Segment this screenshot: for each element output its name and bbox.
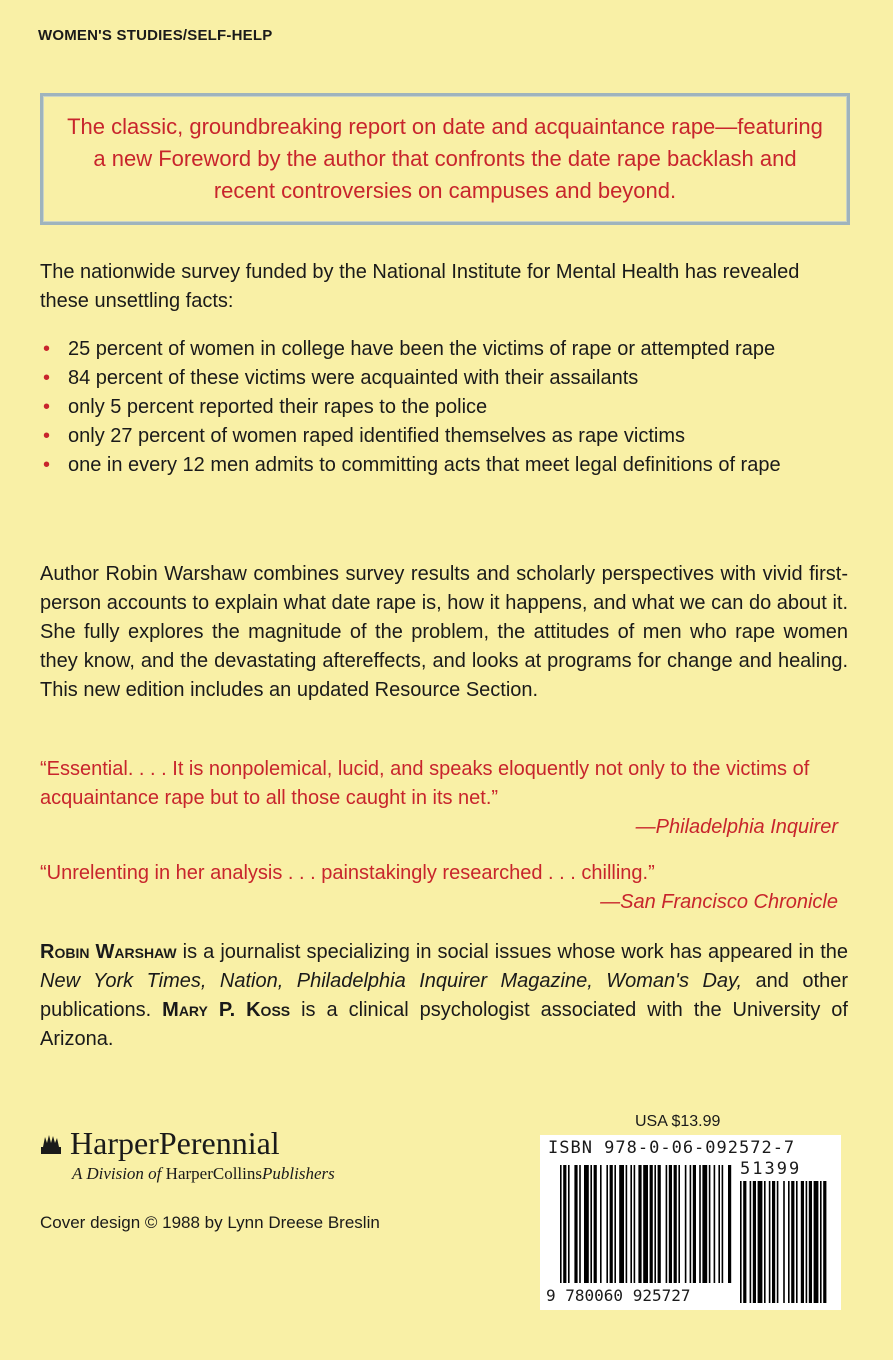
author-name: Robin Warshaw bbox=[40, 941, 177, 963]
barcode-bar bbox=[619, 1165, 624, 1283]
barcode-bar bbox=[674, 1165, 677, 1283]
barcode-bar bbox=[638, 1165, 641, 1283]
barcode-bar bbox=[769, 1181, 771, 1303]
barcode-bar bbox=[709, 1165, 711, 1283]
category-label: WOMEN'S STUDIES/SELF-HELP bbox=[38, 27, 273, 44]
barcode-bar bbox=[740, 1181, 742, 1303]
barcode-bar bbox=[630, 1165, 632, 1283]
publisher-name: HarperPerennial bbox=[70, 1125, 280, 1161]
barcode-bar bbox=[801, 1181, 804, 1303]
list-item: • only 27 percent of women raped identified themselves as rape victims bbox=[40, 422, 840, 451]
barcode-bar bbox=[743, 1181, 746, 1303]
bullet-icon: • bbox=[43, 454, 51, 476]
barcode-bar bbox=[643, 1165, 648, 1283]
barcode-bar bbox=[714, 1165, 716, 1283]
barcode bbox=[540, 1135, 841, 1310]
barcode-bar bbox=[626, 1165, 628, 1283]
barcode-bar bbox=[666, 1165, 668, 1283]
list-item: • 25 percent of women in college have been the victims of rape or attempted rape bbox=[40, 335, 840, 364]
tagline: The classic, groundbreaking report on date and acquaintance rape—featuring a new Foreword by the author that confronts the date rape backlash and recent controversies on campuses and beyond. bbox=[67, 114, 823, 203]
author-bio: Robin Warshaw is a journalist specializing in social issues whose work has appeared in the New York Times, Nation, Philadelphia Inquirer Magazine, Woman's Day, and other publications. Mary P. Koss is a clinical psychologist associated with the University of Arizona. bbox=[40, 941, 848, 1050]
description: Author Robin Warshaw combines survey results and scholarly perspectives with vivid first-person accounts to explain what date rape is, how it happens, and what we can do about it. She fully explores the magnitude of the problem, the attitudes of men who rape women they know, and the devastating aftereffects, and looks at programs for change and healing. This new edition includes an updated Resource Section. bbox=[40, 563, 848, 701]
intro-text: The nationwide survey funded by the National Institute for Mental Health has revealed these unsettling facts: bbox=[40, 261, 800, 312]
review-quote bbox=[40, 755, 840, 842]
barcode-bar bbox=[560, 1165, 562, 1283]
barcode-bar bbox=[678, 1165, 680, 1283]
barcode-bar bbox=[600, 1165, 602, 1283]
barcode-bar bbox=[634, 1165, 636, 1283]
barcode-bar bbox=[699, 1165, 701, 1283]
bullet-icon: • bbox=[43, 425, 51, 447]
barcode-bar bbox=[753, 1181, 756, 1303]
barcode-bar bbox=[690, 1165, 692, 1283]
review-quote bbox=[40, 859, 840, 917]
coauthor-name: Mary P. Koss bbox=[162, 999, 291, 1021]
quote-source: —San Francisco Chronicle bbox=[600, 891, 838, 913]
bullet-icon: • bbox=[43, 396, 51, 418]
barcode-bar bbox=[594, 1165, 597, 1283]
barcode-bar bbox=[579, 1165, 581, 1283]
quote-text: “Essential. . . . It is nonpolemical, lucid, and speaks eloquently not only to the victims of acquaintance rape but to all those caught in its net.” bbox=[40, 758, 810, 809]
barcode-bar bbox=[610, 1165, 613, 1283]
barcode-bar bbox=[685, 1165, 687, 1283]
barcode-bar bbox=[590, 1165, 592, 1283]
barcode-bar bbox=[820, 1181, 822, 1303]
barcode-bar bbox=[654, 1165, 656, 1283]
barcode-bar bbox=[693, 1165, 696, 1283]
barcode-bar bbox=[809, 1181, 812, 1303]
tagline-box bbox=[40, 93, 850, 225]
barcode-bar bbox=[718, 1165, 720, 1283]
barcode-bar bbox=[814, 1181, 819, 1303]
bullet-icon: • bbox=[43, 338, 51, 360]
barcode-bar bbox=[806, 1181, 808, 1303]
barcode-bar bbox=[568, 1165, 570, 1283]
barcode-bar bbox=[791, 1181, 794, 1303]
list-item: • 84 percent of these victims were acquainted with their assailants bbox=[40, 364, 840, 393]
quote-source: —Philadelphia Inquirer bbox=[635, 816, 838, 838]
publisher-block bbox=[40, 1125, 335, 1184]
price-code: 51399 bbox=[740, 1159, 802, 1179]
cover-credit: Cover design © 1988 by Lynn Dreese Breslin bbox=[40, 1213, 380, 1232]
bullet-icon: • bbox=[43, 367, 51, 389]
barcode-bar bbox=[764, 1181, 766, 1303]
barcode-bars bbox=[540, 1135, 841, 1310]
barcode-bar bbox=[788, 1181, 790, 1303]
isbn-text: ISBN 978-0-06-092572-7 bbox=[548, 1138, 796, 1158]
barcode-bar bbox=[669, 1165, 672, 1283]
list-item: • one in every 12 men admits to committing acts that meet legal definitions of rape bbox=[40, 451, 840, 480]
barcode-bar bbox=[650, 1165, 653, 1283]
barcode-bar bbox=[758, 1181, 763, 1303]
barcode-bar bbox=[728, 1165, 731, 1283]
barcode-bar bbox=[722, 1165, 724, 1283]
list-item: • only 5 percent reported their rapes to the police bbox=[40, 393, 840, 422]
barcode-bar bbox=[658, 1165, 661, 1283]
barcode-bar bbox=[823, 1181, 826, 1303]
facts-list bbox=[40, 335, 840, 480]
barcode-bar bbox=[783, 1181, 785, 1303]
barcode-bar bbox=[777, 1181, 779, 1303]
barcode-bar bbox=[574, 1165, 577, 1283]
quote-text: “Unrelenting in her analysis . . . painstakingly researched . . . chilling.” bbox=[40, 862, 655, 884]
barcode-bar bbox=[702, 1165, 707, 1283]
publications: New York Times, Nation, Philadelphia Inquirer Magazine, Woman's Day, bbox=[40, 970, 743, 992]
price-label: USA $13.99 bbox=[635, 1113, 721, 1130]
barcode-bar bbox=[606, 1165, 608, 1283]
barcode-bar bbox=[584, 1165, 589, 1283]
barcode-bar bbox=[614, 1165, 616, 1283]
barcode-bar bbox=[772, 1181, 775, 1303]
ean-number: 9 780060 925727 bbox=[546, 1286, 691, 1305]
flame-logo-icon bbox=[40, 1133, 62, 1155]
barcode-bar bbox=[796, 1181, 798, 1303]
barcode-bar bbox=[563, 1165, 566, 1283]
publisher-division: A Division of HarperCollinsPublishers bbox=[72, 1164, 335, 1183]
barcode-bar bbox=[750, 1181, 752, 1303]
